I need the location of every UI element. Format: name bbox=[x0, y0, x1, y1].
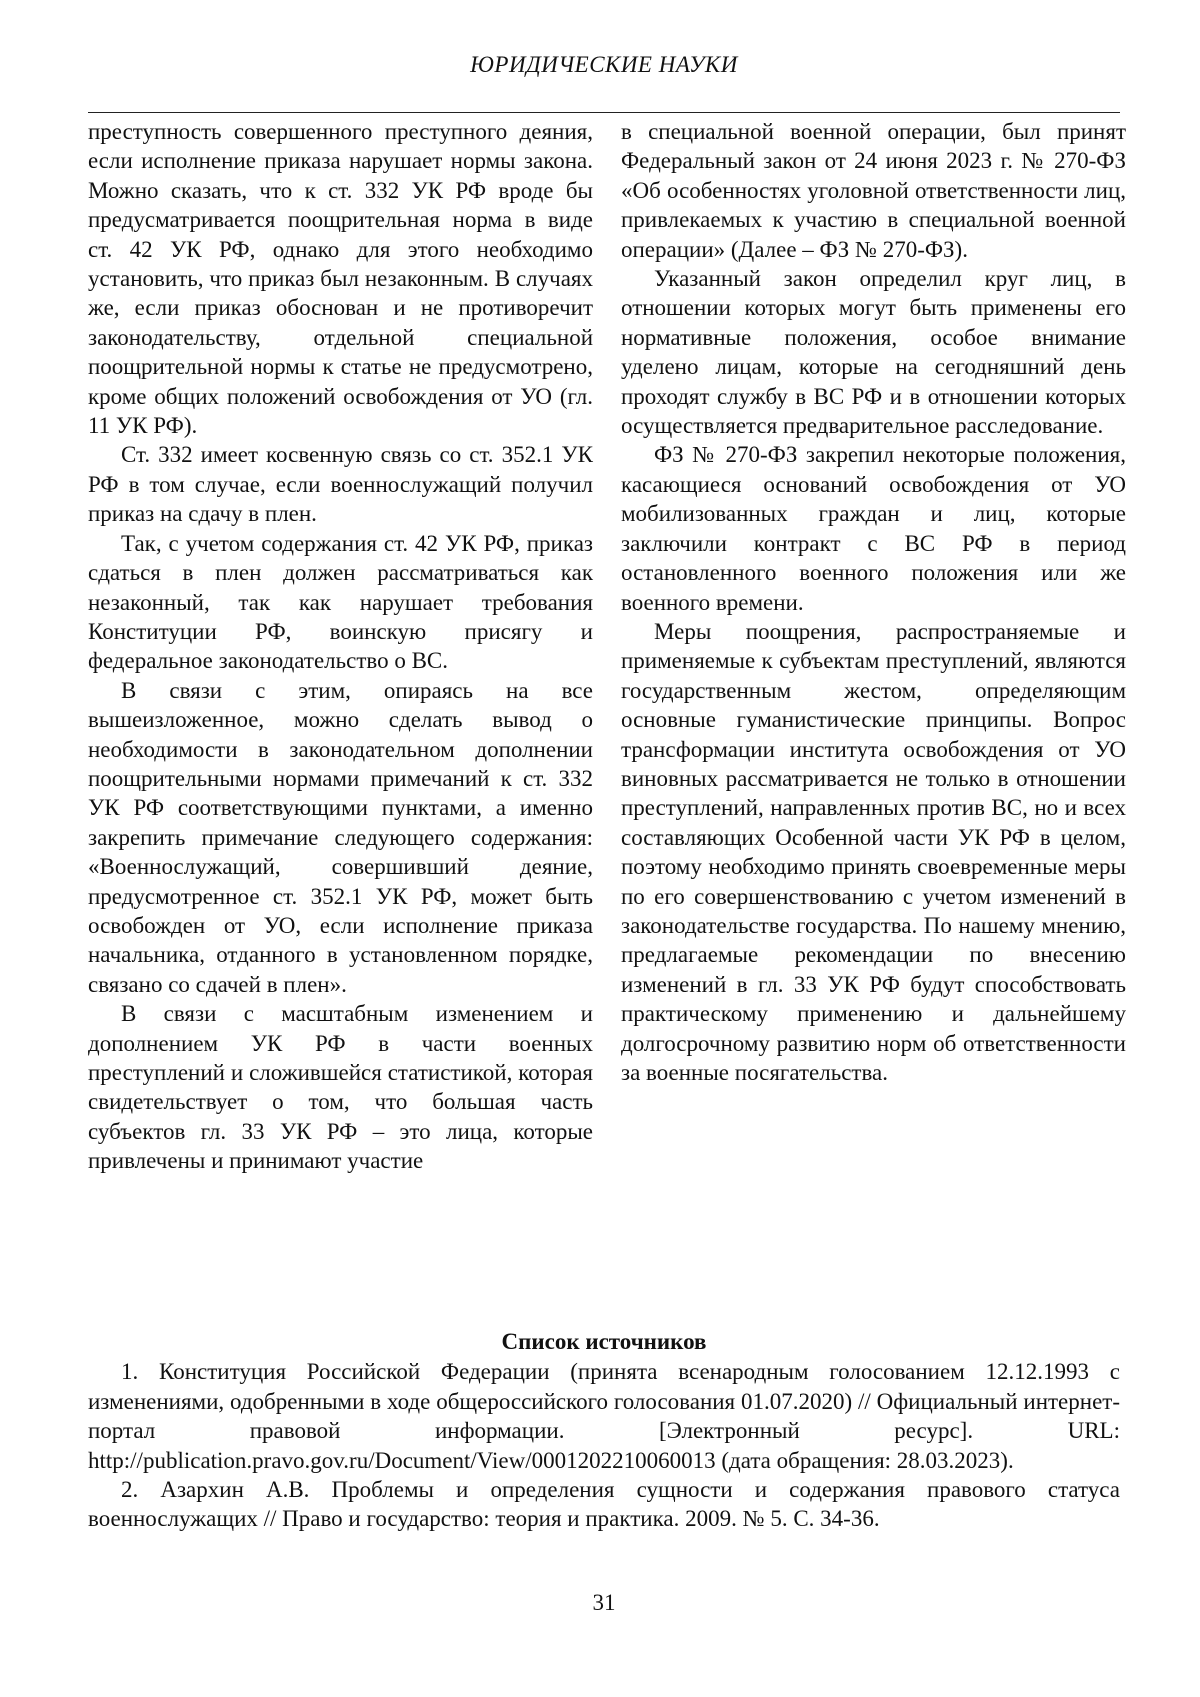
paragraph: В связи с масштабным изменением и дополнением УК РФ в части военных преступлений и сложившейся статистикой, которая свидетельствует о том, что большая часть субъектов гл. 33 УК РФ – это лица, которые привлечены и принимают участие bbox=[88, 1001, 593, 1174]
paragraph: Указанный закон определил круг лиц, в отношении которых могут быть применены его нормативные положения, особое внимание уделено лицам, которые на сегодняшний день проходят службу в ВС РФ и в отношении которых осуществляется предварительное расследование. bbox=[621, 266, 1126, 439]
paragraph: ФЗ № 270-ФЗ закрепил некоторые положения, касающиеся оснований освобождения от УО мобилизованных граждан и лиц, которые заключили контракт с ВС РФ в период остановленного военного положения или же военного времени. bbox=[621, 442, 1126, 615]
left-text-column bbox=[88, 117, 593, 1176]
references-heading: Список источников bbox=[501, 1329, 707, 1354]
reference-item: 2. Азархин А.В. Проблемы и определения сущности и содержания правового статуса военнослужащих // Право и государство: теория и практика. 2009. № 5. С. 34-36. bbox=[88, 1477, 1120, 1532]
running-header-title: ЮРИДИЧЕСКИЕ НАУКИ bbox=[470, 52, 738, 77]
paragraph: В связи с этим, опираясь на все вышеизложенное, можно сделать вывод о необходимости в законодательном дополнении поощрительными нормами примечаний к ст. 332 УК РФ соответствующими пунктами, а именно закрепить примечание следующего содержания: «Военнослужащий, совершивший деяние, предусмотренное ст. 352.1 УК РФ, может быть освобожден от УО, если исполнение приказа начальника, отданного в установленном порядке, связано со сдачей в плен». bbox=[88, 677, 593, 997]
references-section bbox=[88, 1327, 1120, 1534]
header-divider bbox=[88, 112, 1120, 113]
right-text-column bbox=[621, 117, 1126, 1087]
paragraph: преступность совершенного преступного деяния, если исполнение приказа нарушает нормы закона. Можно сказать, что к ст. 332 УК РФ вроде бы предусматривается поощрительная норма в виде ст. 42 УК РФ, однако для этого необходимо установить, что приказ был незаконным. В случаях же, если приказ обоснован и не противоречит законодательству, отдельной специальной поощрительной нормы к статье не предусмотрено, кроме общих положений освобождения от УО (гл. 11 УК РФ). bbox=[88, 119, 593, 439]
page-number: 31 bbox=[592, 1590, 616, 1615]
paragraph: Ст. 332 имеет косвенную связь со ст. 352.1 УК РФ в том случае, если военнослужащий получил приказ на сдачу в плен. bbox=[88, 442, 593, 527]
paragraph: Так, с учетом содержания ст. 42 УК РФ, приказ сдаться в плен должен рассматриваться как незаконный, так как нарушает требования Конституции РФ, воинскую присягу и федеральное законодательство о ВС. bbox=[88, 530, 593, 674]
reference-item: 1. Конституция Российской Федерации (принята всенародным голосованием 12.12.1993 с изменениями, одобренными в ходе общероссийского голосования 01.07.2020) // Официальный интернет-портал правовой информации. [Электронный ресурс]. URL: http://publication.pravo.gov.ru/Document/View/0001202210060013 (дата обращения: 28.03.2023). bbox=[88, 1359, 1120, 1473]
paragraph: Меры поощрения, распространяемые и применяемые к субъектам преступлений, являются государственным жестом, определяющим основные гуманистические принципы. Вопрос трансформации института освобождения от УО виновных рассматривается не только в отношении преступлений, направленных против ВС, но и всех составляющих Особенной части УК РФ в целом, поэтому необходимо принять своевременные меры по его совершенствованию с учетом изменений в законодательстве государства. По нашему мнению, предлагаемые рекомендации по внесению изменений в гл. 33 УК РФ будут способствовать практическому применению и дальнейшему долгосрочному развитию норм об ответственности за военные посягательства. bbox=[621, 618, 1126, 1085]
paragraph: в специальной военной операции, был принят Федеральный закон от 24 июня 2023 г. № 270-ФЗ «Об особенностях уголовной ответственности лиц, привлекаемых к участию в специальной военной операции» (Далее – ФЗ № 270-ФЗ). bbox=[621, 119, 1126, 262]
